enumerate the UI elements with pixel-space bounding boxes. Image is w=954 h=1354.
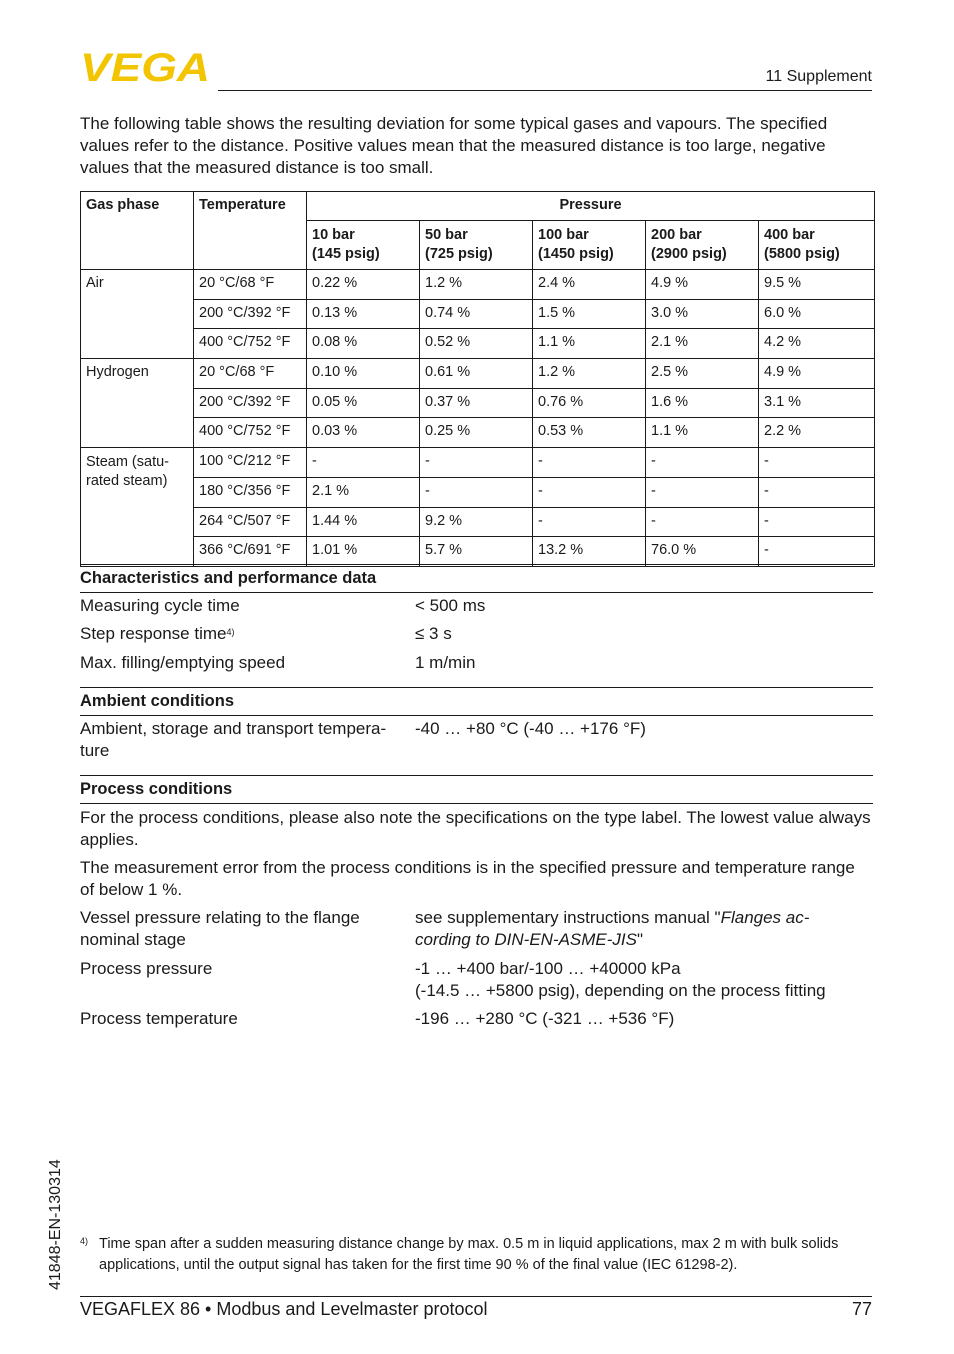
gas-phase-cell: Steam (satu- rated steam) xyxy=(81,448,194,567)
value-cell: 3.0 % xyxy=(646,299,759,329)
value-cell: 5.7 % xyxy=(420,537,533,567)
temperature-cell: 400 °C/752 °F xyxy=(194,329,307,359)
value-cell: 0.52 % xyxy=(420,329,533,359)
spec-value: < 500 ms xyxy=(415,596,486,615)
value-cell: 0.03 % xyxy=(307,418,420,448)
value-cell: 0.13 % xyxy=(307,299,420,329)
value-cell: 0.37 % xyxy=(420,388,533,418)
value-cell: 1.01 % xyxy=(307,537,420,567)
intro-paragraph: The following table shows the resulting deviation for some typical gases and vapours. The specified values refer to the distance. Positive values mean that the measured distance is too large, negative values that the measured distance is too small. xyxy=(80,114,828,177)
temperature-cell: 264 °C/507 °F xyxy=(194,507,307,537)
temperature-cell: 20 °C/68 °F xyxy=(194,359,307,389)
value-cell: - xyxy=(759,448,875,478)
value-cell: 0.10 % xyxy=(307,359,420,389)
table-row xyxy=(81,299,875,329)
spec-label: Process temperature xyxy=(80,1009,238,1028)
value-cell: 1.6 % xyxy=(646,388,759,418)
value-cell: 13.2 % xyxy=(533,537,646,567)
table-row xyxy=(81,507,875,537)
section-divider xyxy=(80,803,873,804)
value-cell: 0.61 % xyxy=(420,359,533,389)
value-cell: 1.44 % xyxy=(307,507,420,537)
value-cell: - xyxy=(307,448,420,478)
value-cell: 1.2 % xyxy=(533,359,646,389)
spec-value: ≤ 3 s xyxy=(415,624,452,643)
table-row xyxy=(81,359,875,389)
spec-label-ambient: Ambient, storage and transport tempera- ture xyxy=(80,719,387,760)
header-pressure: Pressure xyxy=(307,192,875,221)
temperature-cell: 180 °C/356 °F xyxy=(194,477,307,507)
value-cell: 0.22 % xyxy=(307,270,420,300)
value-cell: - xyxy=(533,448,646,478)
value-cell: 76.0 % xyxy=(646,537,759,567)
footnote-mark: 4) xyxy=(80,1236,89,1246)
temperature-cell: 200 °C/392 °F xyxy=(194,388,307,418)
process-heading: Process conditions xyxy=(80,780,233,798)
vega-logo xyxy=(80,50,212,84)
pressure-column-header: 400 bar (5800 psig) xyxy=(759,221,875,270)
value-cell: 3.1 % xyxy=(759,388,875,418)
header-divider xyxy=(218,90,872,91)
value-cell: - xyxy=(646,477,759,507)
process-paragraph: The measurement error from the process conditions is in the specified pressure and temperature range of below 1 %. xyxy=(80,858,855,899)
value-cell: 1.1 % xyxy=(533,329,646,359)
ambient-heading: Ambient conditions xyxy=(80,692,234,710)
header-temperature: Temperature xyxy=(194,192,307,270)
spec-value-process-pressure: -1 … +400 bar/-100 … +40000 kPa (-14.5 … +5800 psig), depending on the process fitting xyxy=(415,959,826,1000)
section-divider xyxy=(80,687,873,688)
page-number: 77 xyxy=(851,1299,872,1319)
pressure-column-header: 200 bar (2900 psig) xyxy=(646,221,759,270)
value-cell: 0.08 % xyxy=(307,329,420,359)
value-cell: 2.2 % xyxy=(759,418,875,448)
spec-label: Process pressure xyxy=(80,959,213,978)
section-divider xyxy=(80,564,873,565)
value-cell: 2.1 % xyxy=(307,477,420,507)
characteristics-heading: Characteristics and performance data xyxy=(80,569,377,587)
footnote-reference: 4) xyxy=(226,627,235,637)
gas-phase-cell: Air xyxy=(81,270,194,359)
spec-value-vessel-pressure: see supplementary instructions manual "Flanges ac- cording to DIN-EN-ASME-JIS" xyxy=(415,908,810,949)
value-cell: 9.5 % xyxy=(759,270,875,300)
value-cell: - xyxy=(533,507,646,537)
process-paragraph: For the process conditions, please also note the specifications on the type label. The lowest value always applies. xyxy=(80,808,871,849)
table-row xyxy=(81,477,875,507)
spec-label-vessel-pressure: Vessel pressure relating to the flange nominal stage xyxy=(80,908,360,949)
value-cell: 1.5 % xyxy=(533,299,646,329)
table-row xyxy=(81,537,875,567)
spec-value: -196 … +280 °C (-321 … +536 °F) xyxy=(415,1009,675,1028)
temperature-cell: 366 °C/691 °F xyxy=(194,537,307,567)
footer-title: VEGAFLEX 86 • Modbus and Levelmaster protocol xyxy=(80,1299,488,1319)
value-cell: 4.2 % xyxy=(759,329,875,359)
temperature-cell: 200 °C/392 °F xyxy=(194,299,307,329)
table-row xyxy=(81,448,875,478)
value-cell: 4.9 % xyxy=(646,270,759,300)
table-row xyxy=(81,418,875,448)
table-row xyxy=(81,270,875,300)
pressure-column-header: 10 bar (145 psig) xyxy=(307,221,420,270)
value-cell: - xyxy=(420,477,533,507)
value-cell: - xyxy=(646,448,759,478)
pressure-column-header: 100 bar (1450 psig) xyxy=(533,221,646,270)
value-cell: 0.25 % xyxy=(420,418,533,448)
value-cell: 1.1 % xyxy=(646,418,759,448)
value-cell: 2.4 % xyxy=(533,270,646,300)
value-cell: - xyxy=(759,477,875,507)
header-gas-phase: Gas phase xyxy=(81,192,194,270)
value-cell: 2.5 % xyxy=(646,359,759,389)
value-cell: 4.9 % xyxy=(759,359,875,389)
spec-label-step-response: Step response time$^{4)}$ xyxy=(80,624,235,643)
spec-value: -40 … +80 °C (-40 … +176 °F) xyxy=(415,719,646,738)
value-cell: - xyxy=(759,507,875,537)
gas-phase-cell: Hydrogen xyxy=(81,359,194,448)
value-cell: 0.74 % xyxy=(420,299,533,329)
temperature-cell: 400 °C/752 °F xyxy=(194,418,307,448)
footnote-text: Time span after a sudden measuring distance change by max. 0.5 m in liquid applications, max 2 m with bulk solids applications, until the output signal has taken for the first time 90 % of the final value (IEC 61298-2). xyxy=(99,1236,839,1273)
spec-label: Max. filling/emptying speed xyxy=(80,653,286,672)
value-cell: 1.2 % xyxy=(420,270,533,300)
document-code: 41848-EN-130314 xyxy=(47,1159,64,1290)
temperature-cell: 100 °C/212 °F xyxy=(194,448,307,478)
table-row xyxy=(81,329,875,359)
pressure-column-header: 50 bar (725 psig) xyxy=(420,221,533,270)
section-divider xyxy=(80,775,873,776)
footer-divider xyxy=(80,1296,872,1297)
gas-deviation-table xyxy=(80,191,875,567)
value-cell: - xyxy=(646,507,759,537)
value-cell: 0.76 % xyxy=(533,388,646,418)
section-heading: 11 Supplement xyxy=(765,68,872,85)
value-cell: 2.1 % xyxy=(646,329,759,359)
value-cell: 9.2 % xyxy=(420,507,533,537)
value-cell: - xyxy=(533,477,646,507)
table-row xyxy=(81,388,875,418)
section-divider xyxy=(80,715,873,716)
value-cell: - xyxy=(420,448,533,478)
vega-logo-text: VEGA xyxy=(80,50,210,84)
value-cell: 6.0 % xyxy=(759,299,875,329)
value-cell: - xyxy=(759,537,875,567)
spec-label: Measuring cycle time xyxy=(80,596,240,615)
temperature-cell: 20 °C/68 °F xyxy=(194,270,307,300)
spec-value: 1 m/min xyxy=(415,653,476,672)
section-divider xyxy=(80,592,873,593)
value-cell: 0.05 % xyxy=(307,388,420,418)
value-cell: 0.53 % xyxy=(533,418,646,448)
